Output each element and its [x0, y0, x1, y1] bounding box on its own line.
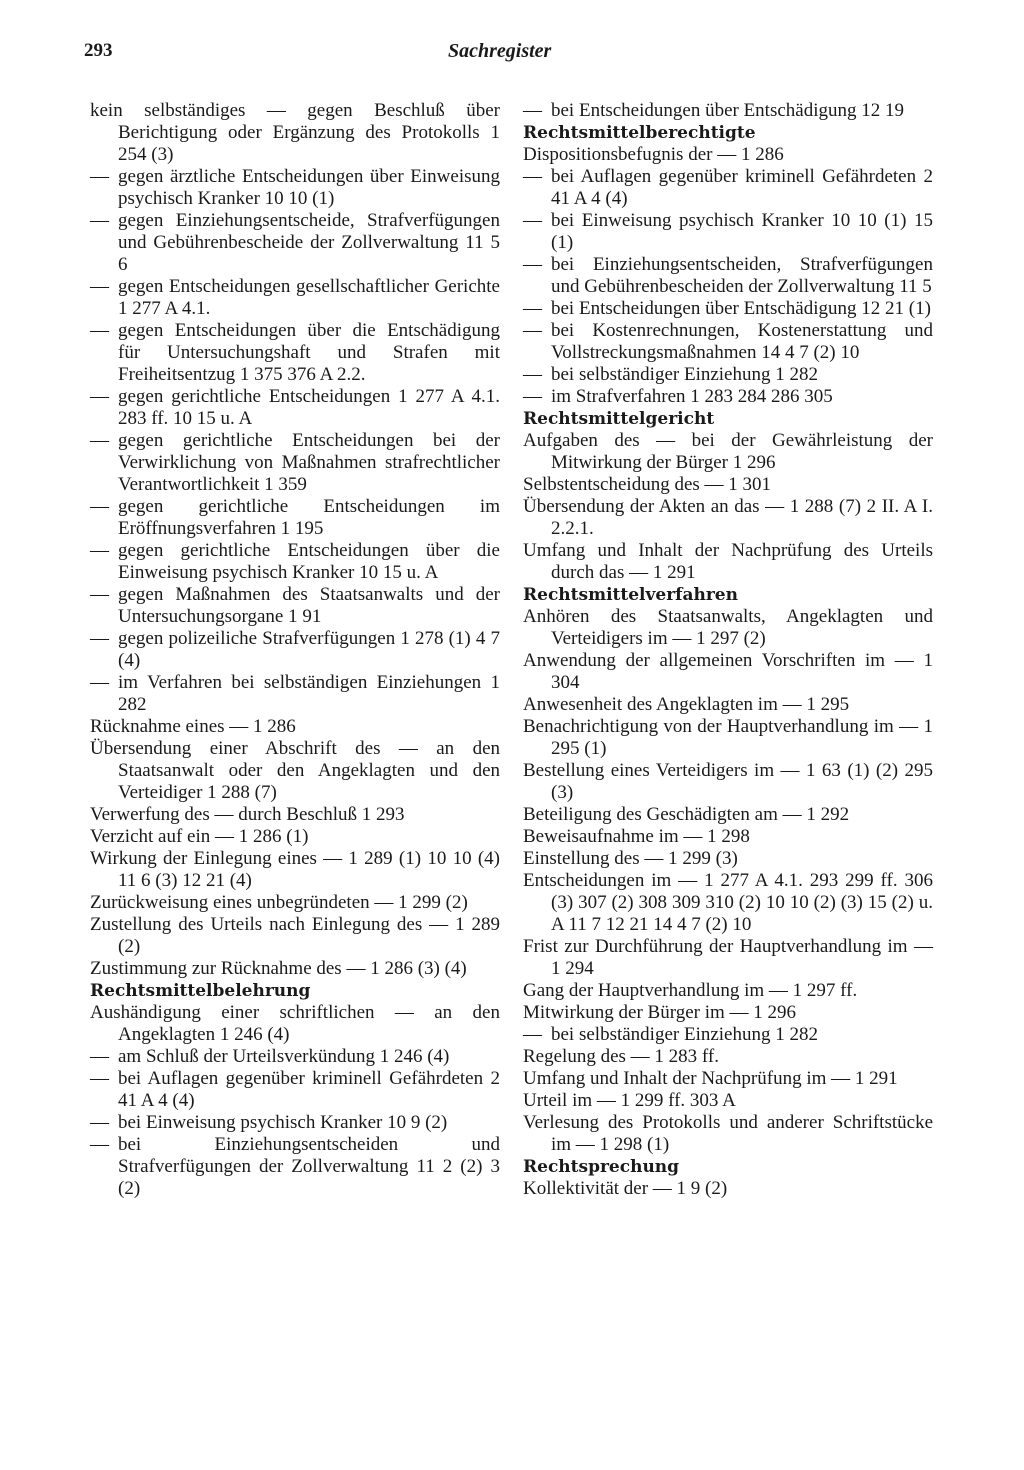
index-subentry — [90, 166, 500, 210]
index-subentry-text: am Schluß der Urteilsverkündung 1 246 (4) — [118, 1046, 450, 1067]
index-subentry-text: gegen gerichtliche Entscheidungen im Eröffnungsverfahren 1 195 — [118, 496, 500, 539]
index-entry: Übersendung der Akten an das — 1 288 (7) 2 II. A I. 2.2.1. — [523, 496, 933, 539]
index-subentry-text: gegen Entscheidungen über die Entschädigung für Untersuchungshaft und Strafen mit Freiheitsentzug 1 375 376 A 2.2. — [118, 320, 500, 385]
index-heading: Rechtsmittelbelehrung — [90, 981, 311, 1001]
dash-marker: — — [523, 364, 542, 385]
dash-marker: — — [90, 1068, 109, 1089]
index-subentry — [90, 210, 500, 276]
dash-marker: — — [90, 320, 109, 341]
index-subentry — [90, 430, 500, 496]
dash-marker: — — [523, 298, 542, 319]
index-subentry-text: bei Entscheidungen über Entschädigung 12 21 (1) — [551, 298, 931, 319]
dash-marker: — — [523, 1024, 542, 1045]
index-entry: Dispositionsbefugnis der — 1 286 — [523, 144, 784, 165]
index-entry: Anwendung der allgemeinen Vorschriften im — 1 304 — [523, 650, 933, 693]
index-entry: Selbstentscheidung des — 1 301 — [523, 474, 772, 495]
index-subentry — [523, 210, 933, 254]
page-number: 293 — [84, 40, 113, 61]
dash-marker: — — [523, 320, 542, 341]
dash-marker: — — [90, 496, 109, 517]
index-entry: Frist zur Durchführung der Hauptverhandlung im — 1 294 — [523, 936, 933, 979]
index-subentry — [523, 1024, 933, 1046]
index-subentry — [90, 276, 500, 320]
index-subentry — [523, 386, 933, 408]
index-subentry — [90, 1112, 500, 1134]
index-subentry-text: bei Einweisung psychisch Kranker 10 9 (2) — [118, 1112, 448, 1133]
index-entry: Verlesung des Protokolls und anderer Schriftstücke im — 1 298 (1) — [523, 1112, 933, 1155]
index-subentry — [90, 672, 500, 716]
index-entry: Wirkung der Einlegung eines — 1 289 (1) 10 10 (4) 11 6 (3) 12 21 (4) — [90, 848, 500, 891]
index-subentry — [90, 496, 500, 540]
index-subentry-text: gegen polizeiliche Strafverfügungen 1 278 (1) 4 7 (4) — [118, 628, 500, 671]
dash-marker: — — [90, 1046, 109, 1067]
dash-marker: — — [523, 100, 542, 121]
dash-marker: — — [90, 1134, 109, 1155]
index-subentry — [90, 584, 500, 628]
dash-marker: — — [523, 386, 542, 407]
index-heading: Rechtsmittelgericht — [523, 409, 715, 429]
index-subentry-text: im Verfahren bei selbständigen Einziehungen 1 282 — [118, 672, 500, 715]
index-subentry-text: gegen Entscheidungen gesellschaftlicher Gerichte 1 277 A 4.1. — [118, 276, 500, 319]
index-entry: Zurückweisung eines unbegründeten — 1 299 (2) — [90, 892, 468, 913]
index-entry: Anhören des Staatsanwalts, Angeklagten und Verteidigers im — 1 297 (2) — [523, 606, 933, 649]
index-entry: Übersendung einer Abschrift des — an den Staatsanwalt oder den Angeklagten und den Verteidiger 1 288 (7) — [90, 738, 500, 803]
index-entry: Benachrichtigung von der Hauptverhandlung im — 1 295 (1) — [523, 716, 933, 759]
index-subentry — [90, 320, 500, 386]
index-subentry — [523, 320, 933, 364]
index-entry: Kollektivität der — 1 9 (2) — [523, 1178, 728, 1199]
index-entry: Verwerfung des — durch Beschluß 1 293 — [90, 804, 405, 825]
index-entry: Einstellung des — 1 299 (3) — [523, 848, 738, 869]
index-subentry — [90, 1068, 500, 1112]
index-column-right — [523, 100, 933, 1200]
index-subentry — [523, 100, 933, 122]
index-subentry-text: bei selbständiger Einziehung 1 282 — [551, 1024, 818, 1045]
index-entry: Bestellung eines Verteidigers im — 1 63 (1) (2) 295 (3) — [523, 760, 933, 803]
index-entry: Rücknahme eines — 1 286 — [90, 716, 296, 737]
dash-marker: — — [90, 540, 109, 561]
index-entry: Anwesenheit des Angeklagten im — 1 295 — [523, 694, 850, 715]
index-entry: Beweisaufnahme im — 1 298 — [523, 826, 750, 847]
index-entry: Mitwirkung der Bürger im — 1 296 — [523, 1002, 797, 1023]
index-entry: Aushändigung einer schriftlichen — an den Angeklagten 1 246 (4) — [90, 1002, 500, 1045]
index-subentry-text: bei Auflagen gegenüber kriminell Gefährdeten 2 41 A 4 (4) — [118, 1068, 500, 1111]
index-entry: Urteil im — 1 299 ff. 303 A — [523, 1090, 736, 1111]
index-entry: Zustellung des Urteils nach Einlegung des — 1 289 (2) — [90, 914, 500, 957]
dash-marker: — — [90, 430, 109, 451]
index-subentry-text: bei Einziehungsentscheiden und Strafverfügungen der Zollverwaltung 11 2 (2) 3 (2) — [118, 1134, 500, 1199]
index-subentry-text: im Strafverfahren 1 283 284 286 305 — [551, 386, 833, 407]
page-title: Sachregister — [448, 40, 552, 62]
dash-marker: — — [523, 254, 542, 275]
index-subentry-text: gegen Maßnahmen des Staatsanwalts und der Untersuchungsorgane 1 91 — [118, 584, 500, 627]
index-subentry — [90, 628, 500, 672]
index-subentry — [523, 254, 933, 298]
index-entry: Umfang und Inhalt der Nachprüfung im — 1 291 — [523, 1068, 898, 1089]
index-subentry-text: bei Auflagen gegenüber kriminell Gefährdeten 2 41 A 4 (4) — [551, 166, 933, 209]
index-subentry-text: gegen Einziehungsentscheide, Strafverfügungen und Gebührenbescheide der Zollverwaltung 11 5 6 — [118, 210, 500, 275]
index-subentry — [90, 1046, 500, 1068]
index-entry: Aufgaben des — bei der Gewährleistung der Mitwirkung der Bürger 1 296 — [523, 430, 933, 473]
dash-marker: — — [90, 386, 109, 407]
index-subentry-text: bei Entscheidungen über Entschädigung 12 19 — [551, 100, 905, 121]
dash-marker: — — [523, 166, 542, 187]
index-subentry — [90, 386, 500, 430]
dash-marker: — — [90, 628, 109, 649]
index-entry: Beteiligung des Geschädigten am — 1 292 — [523, 804, 850, 825]
index-subentry-text: bei Einweisung psychisch Kranker 10 10 (1) 15 (1) — [551, 210, 933, 253]
index-subentry-text: bei Kostenrechnungen, Kostenerstattung und Vollstreckungsmaßnahmen 14 4 7 (2) 10 — [551, 320, 933, 363]
index-entry: Regelung des — 1 283 ff. — [523, 1046, 719, 1067]
index-subentry — [523, 364, 933, 386]
dash-marker: — — [90, 672, 109, 693]
index-subentry — [523, 298, 933, 320]
dash-marker: — — [90, 210, 109, 231]
index-subentry-text: bei Einziehungsentscheiden, Strafverfügungen und Gebührenbescheiden der Zollverwaltung 11 5 — [551, 254, 933, 297]
index-column-left — [90, 100, 500, 1200]
index-subentry — [523, 166, 933, 210]
index-subentry-text: gegen gerichtliche Entscheidungen bei der Verwirklichung von Maßnahmen strafrechtlicher Verantwortlichkeit 1 359 — [118, 430, 500, 495]
dash-marker: — — [523, 210, 542, 231]
dash-marker: — — [90, 1112, 109, 1133]
index-subentry — [90, 540, 500, 584]
dash-marker: — — [90, 584, 109, 605]
index-entry: Gang der Hauptverhandlung im — 1 297 ff. — [523, 980, 858, 1001]
index-entry: kein selbständiges — gegen Beschluß über Berichtigung oder Ergänzung des Protokolls 1 254 (3) — [90, 100, 500, 165]
index-entry: Verzicht auf ein — 1 286 (1) — [90, 826, 309, 847]
dash-marker: — — [90, 166, 109, 187]
dash-marker: — — [90, 276, 109, 297]
index-heading: Rechtsmittelberechtigte — [523, 123, 756, 143]
index-subentry-text: gegen gerichtliche Entscheidungen über die Einweisung psychisch Kranker 10 15 u. A — [118, 540, 500, 583]
index-heading: Rechtsprechung — [523, 1157, 680, 1177]
index-entry: Zustimmung zur Rücknahme des — 1 286 (3) (4) — [90, 958, 467, 979]
index-subentry — [90, 1134, 500, 1200]
index-heading: Rechtsmittelverfahren — [523, 585, 738, 605]
index-entry: Entscheidungen im — 1 277 A 4.1. 293 299 ff. 306 (3) 307 (2) 308 309 310 (2) 10 10 (2) (3) 15 (2) u. A 11 7 12 21 14 4 7 (2) 10 — [523, 870, 933, 935]
index-entry: Umfang und Inhalt der Nachprüfung des Urteils durch das — 1 291 — [523, 540, 933, 583]
index-subentry-text: bei selbständiger Einziehung 1 282 — [551, 364, 818, 385]
index-subentry-text: gegen ärztliche Entscheidungen über Einweisung psychisch Kranker 10 10 (1) — [118, 166, 500, 209]
index-subentry-text: gegen gerichtliche Entscheidungen 1 277 A 4.1. 283 ff. 10 15 u. A — [118, 386, 500, 429]
